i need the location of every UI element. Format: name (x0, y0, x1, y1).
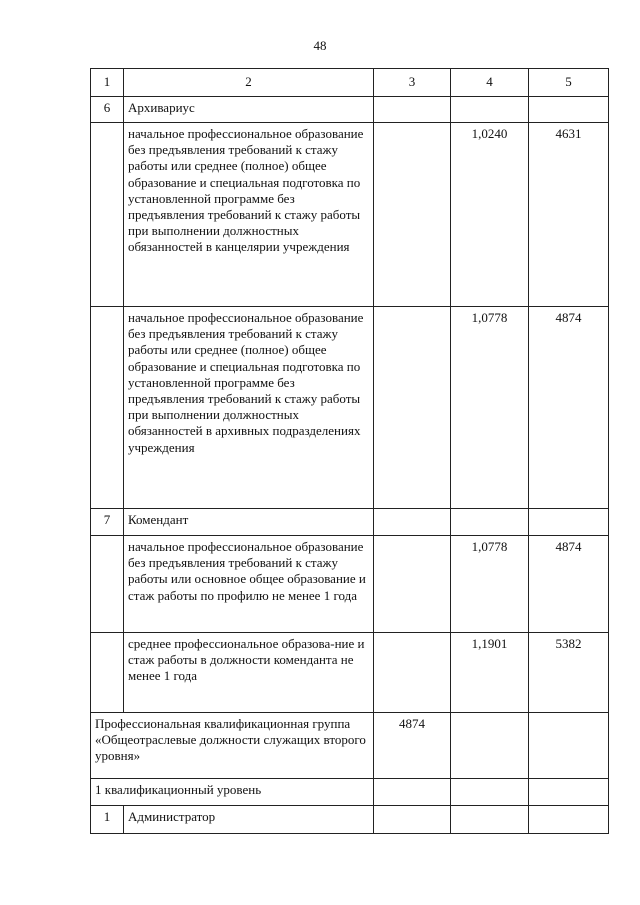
group-row (91, 713, 609, 779)
table-row (91, 97, 609, 123)
coefficient: 1,0240 (451, 123, 529, 307)
cell (451, 779, 529, 806)
level-row (91, 779, 609, 806)
cell (451, 713, 529, 779)
coefficient: 1,1901 (451, 633, 529, 713)
row-number (91, 123, 124, 307)
cell (374, 97, 451, 123)
qualification-table (90, 68, 609, 834)
cell (529, 779, 609, 806)
table-row (91, 633, 609, 713)
salary: 4631 (529, 123, 609, 307)
cell (374, 509, 451, 536)
header-cell: 2 (124, 69, 374, 97)
salary: 4874 (529, 536, 609, 633)
row-number (91, 536, 124, 633)
row-number: 1 (91, 806, 124, 834)
page-number: 48 (313, 38, 327, 53)
cell (374, 779, 451, 806)
requirement-text: начальное профессиональное образование без предъявления требований к стажу работы или основное общее образование и стаж работы по профилю не менее 1 года (124, 536, 374, 633)
position-title: Администратор (124, 806, 374, 834)
cell (529, 806, 609, 834)
header-cell: 3 (374, 69, 451, 97)
cell (529, 509, 609, 536)
header-cell: 4 (451, 69, 529, 97)
table-row (91, 509, 609, 536)
cell (529, 713, 609, 779)
table-row (91, 536, 609, 633)
requirement-text: начальное профессиональное образование без предъявления требований к стажу работы или среднее (полное) общее образование и специальная подготовка по установленной программе без предъявления требований к стажу работы при выполнении должностных обязанностей в канцелярии учреждения (124, 123, 374, 307)
group-label: Профессиональная квалификационная группа «Общеотраслевые должности служащих второго уровня» (91, 713, 374, 779)
cell (451, 509, 529, 536)
cell (374, 536, 451, 633)
cell (374, 806, 451, 834)
salary: 4874 (529, 307, 609, 509)
position-title: Комендант (124, 509, 374, 536)
salary: 5382 (529, 633, 609, 713)
row-number (91, 633, 124, 713)
cell (529, 97, 609, 123)
cell (451, 806, 529, 834)
cell (374, 307, 451, 509)
table-row (91, 307, 609, 509)
table-row (91, 123, 609, 307)
row-number: 6 (91, 97, 124, 123)
table-row (91, 806, 609, 834)
cell (374, 123, 451, 307)
row-number (91, 307, 124, 509)
requirement-text: начальное профессиональное образование без предъявления требований к стажу работы или среднее (полное) общее образование и специальная подготовка по установленной программе без предъявления требований к стажу работы при выполнении должностных обязанностей в архивных подразделениях учреждения (124, 307, 374, 509)
cell (374, 633, 451, 713)
header-cell: 5 (529, 69, 609, 97)
coefficient: 1,0778 (451, 536, 529, 633)
group-base-salary: 4874 (374, 713, 451, 779)
cell (451, 97, 529, 123)
row-number: 7 (91, 509, 124, 536)
coefficient: 1,0778 (451, 307, 529, 509)
table-header-row (91, 69, 609, 97)
requirement-text: среднее профессиональное образова-ние и стаж работы в должности коменданта не менее 1 года (124, 633, 374, 713)
header-cell: 1 (91, 69, 124, 97)
position-title: Архивариус (124, 97, 374, 123)
level-label: 1 квалификационный уровень (91, 779, 374, 806)
